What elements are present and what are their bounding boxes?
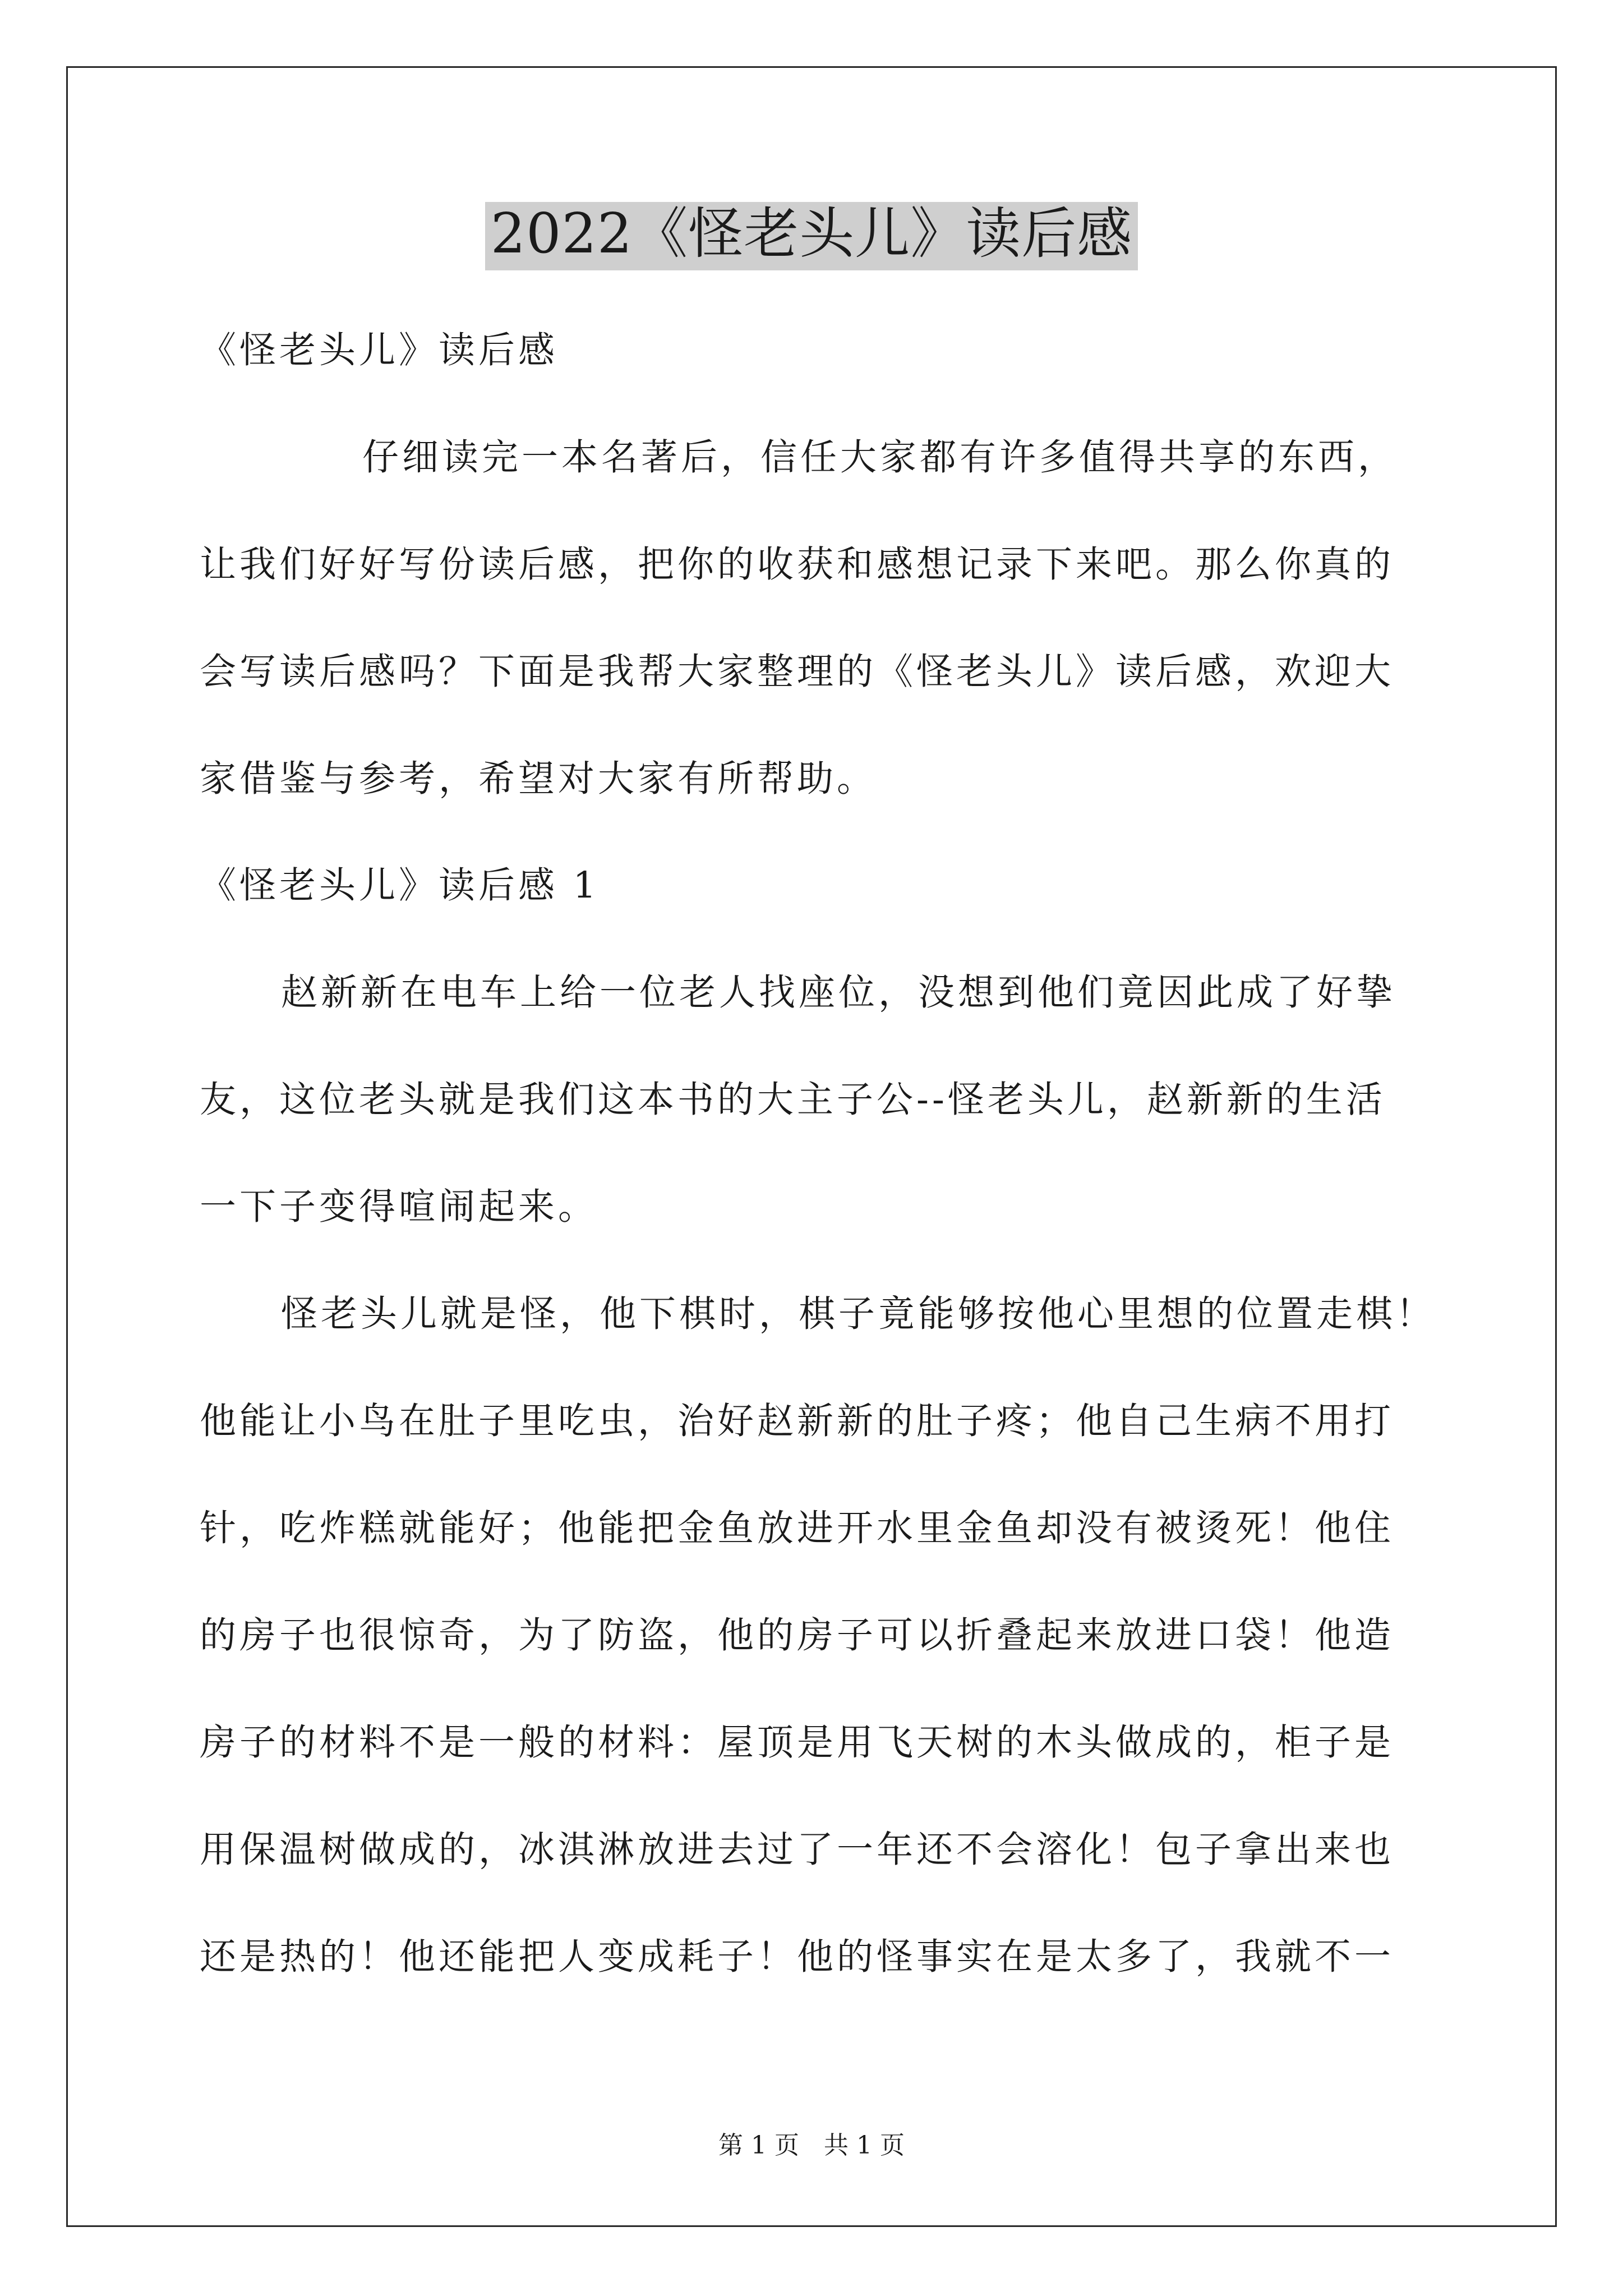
document-title: 2022《怪老头儿》读后感 [485, 202, 1138, 270]
intro-line: 仔细读完一本名著后，信任大家都有许多值得共享的东西， [362, 436, 1398, 478]
document-body [200, 297, 1436, 2010]
paragraph2-line: 用保温树做成的，冰淇淋放进去过了一年还不会溶化！包子拿出来也 [200, 1829, 1395, 1871]
paragraph1-line: 友，这位老头就是我们这本书的大主子公--怪老头儿，赵新新的生活 [200, 1079, 1386, 1121]
intro-line: 让我们好好写份读后感，把你的收获和感想记录下来吧。那么你真的 [200, 544, 1395, 586]
paragraph2-line: 针，吃炸糕就能好；他能把金鱼放进开水里金鱼却没有被烫死！他住 [200, 1507, 1395, 1549]
section-heading: 《怪老头儿》读后感 1 [200, 864, 600, 907]
subtitle-heading: 《怪老头儿》读后感 [200, 329, 559, 371]
paragraph2-line: 怪老头儿就是怪，他下棋时，棋子竟能够按他心里想的位置走棋！ [281, 1293, 1436, 1335]
intro-line: 家借鉴与参考，希望对大家有所帮助。 [200, 758, 877, 800]
intro-line: 会写读后感吗？下面是我帮大家整理的《怪老头儿》读后感，欢迎大 [200, 651, 1395, 693]
paragraph1-line: 一下子变得喧闹起来。 [200, 1186, 598, 1228]
paragraph2-line: 还是热的！他还能把人变成耗子！他的怪事实在是太多了，我就不一 [200, 1936, 1395, 1978]
page-footer: 第 1 页 共 1 页 [718, 2131, 905, 2160]
paragraph2-line: 房子的材料不是一般的材料：屋顶是用飞天树的木头做成的，柜子是 [200, 1722, 1395, 1764]
paragraph2-line: 他能让小鸟在肚子里吃虫，治好赵新新的肚子疼；他自己生病不用打 [200, 1400, 1395, 1442]
paragraph2-line: 的房子也很惊奇，为了防盗，他的房子可以折叠起来放进口袋！他造 [200, 1614, 1395, 1657]
paragraph1-line: 赵新新在电车上给一位老人找座位，没想到他们竟因此成了好挚 [281, 972, 1396, 1014]
document-title-wrapper [0, 202, 1623, 270]
